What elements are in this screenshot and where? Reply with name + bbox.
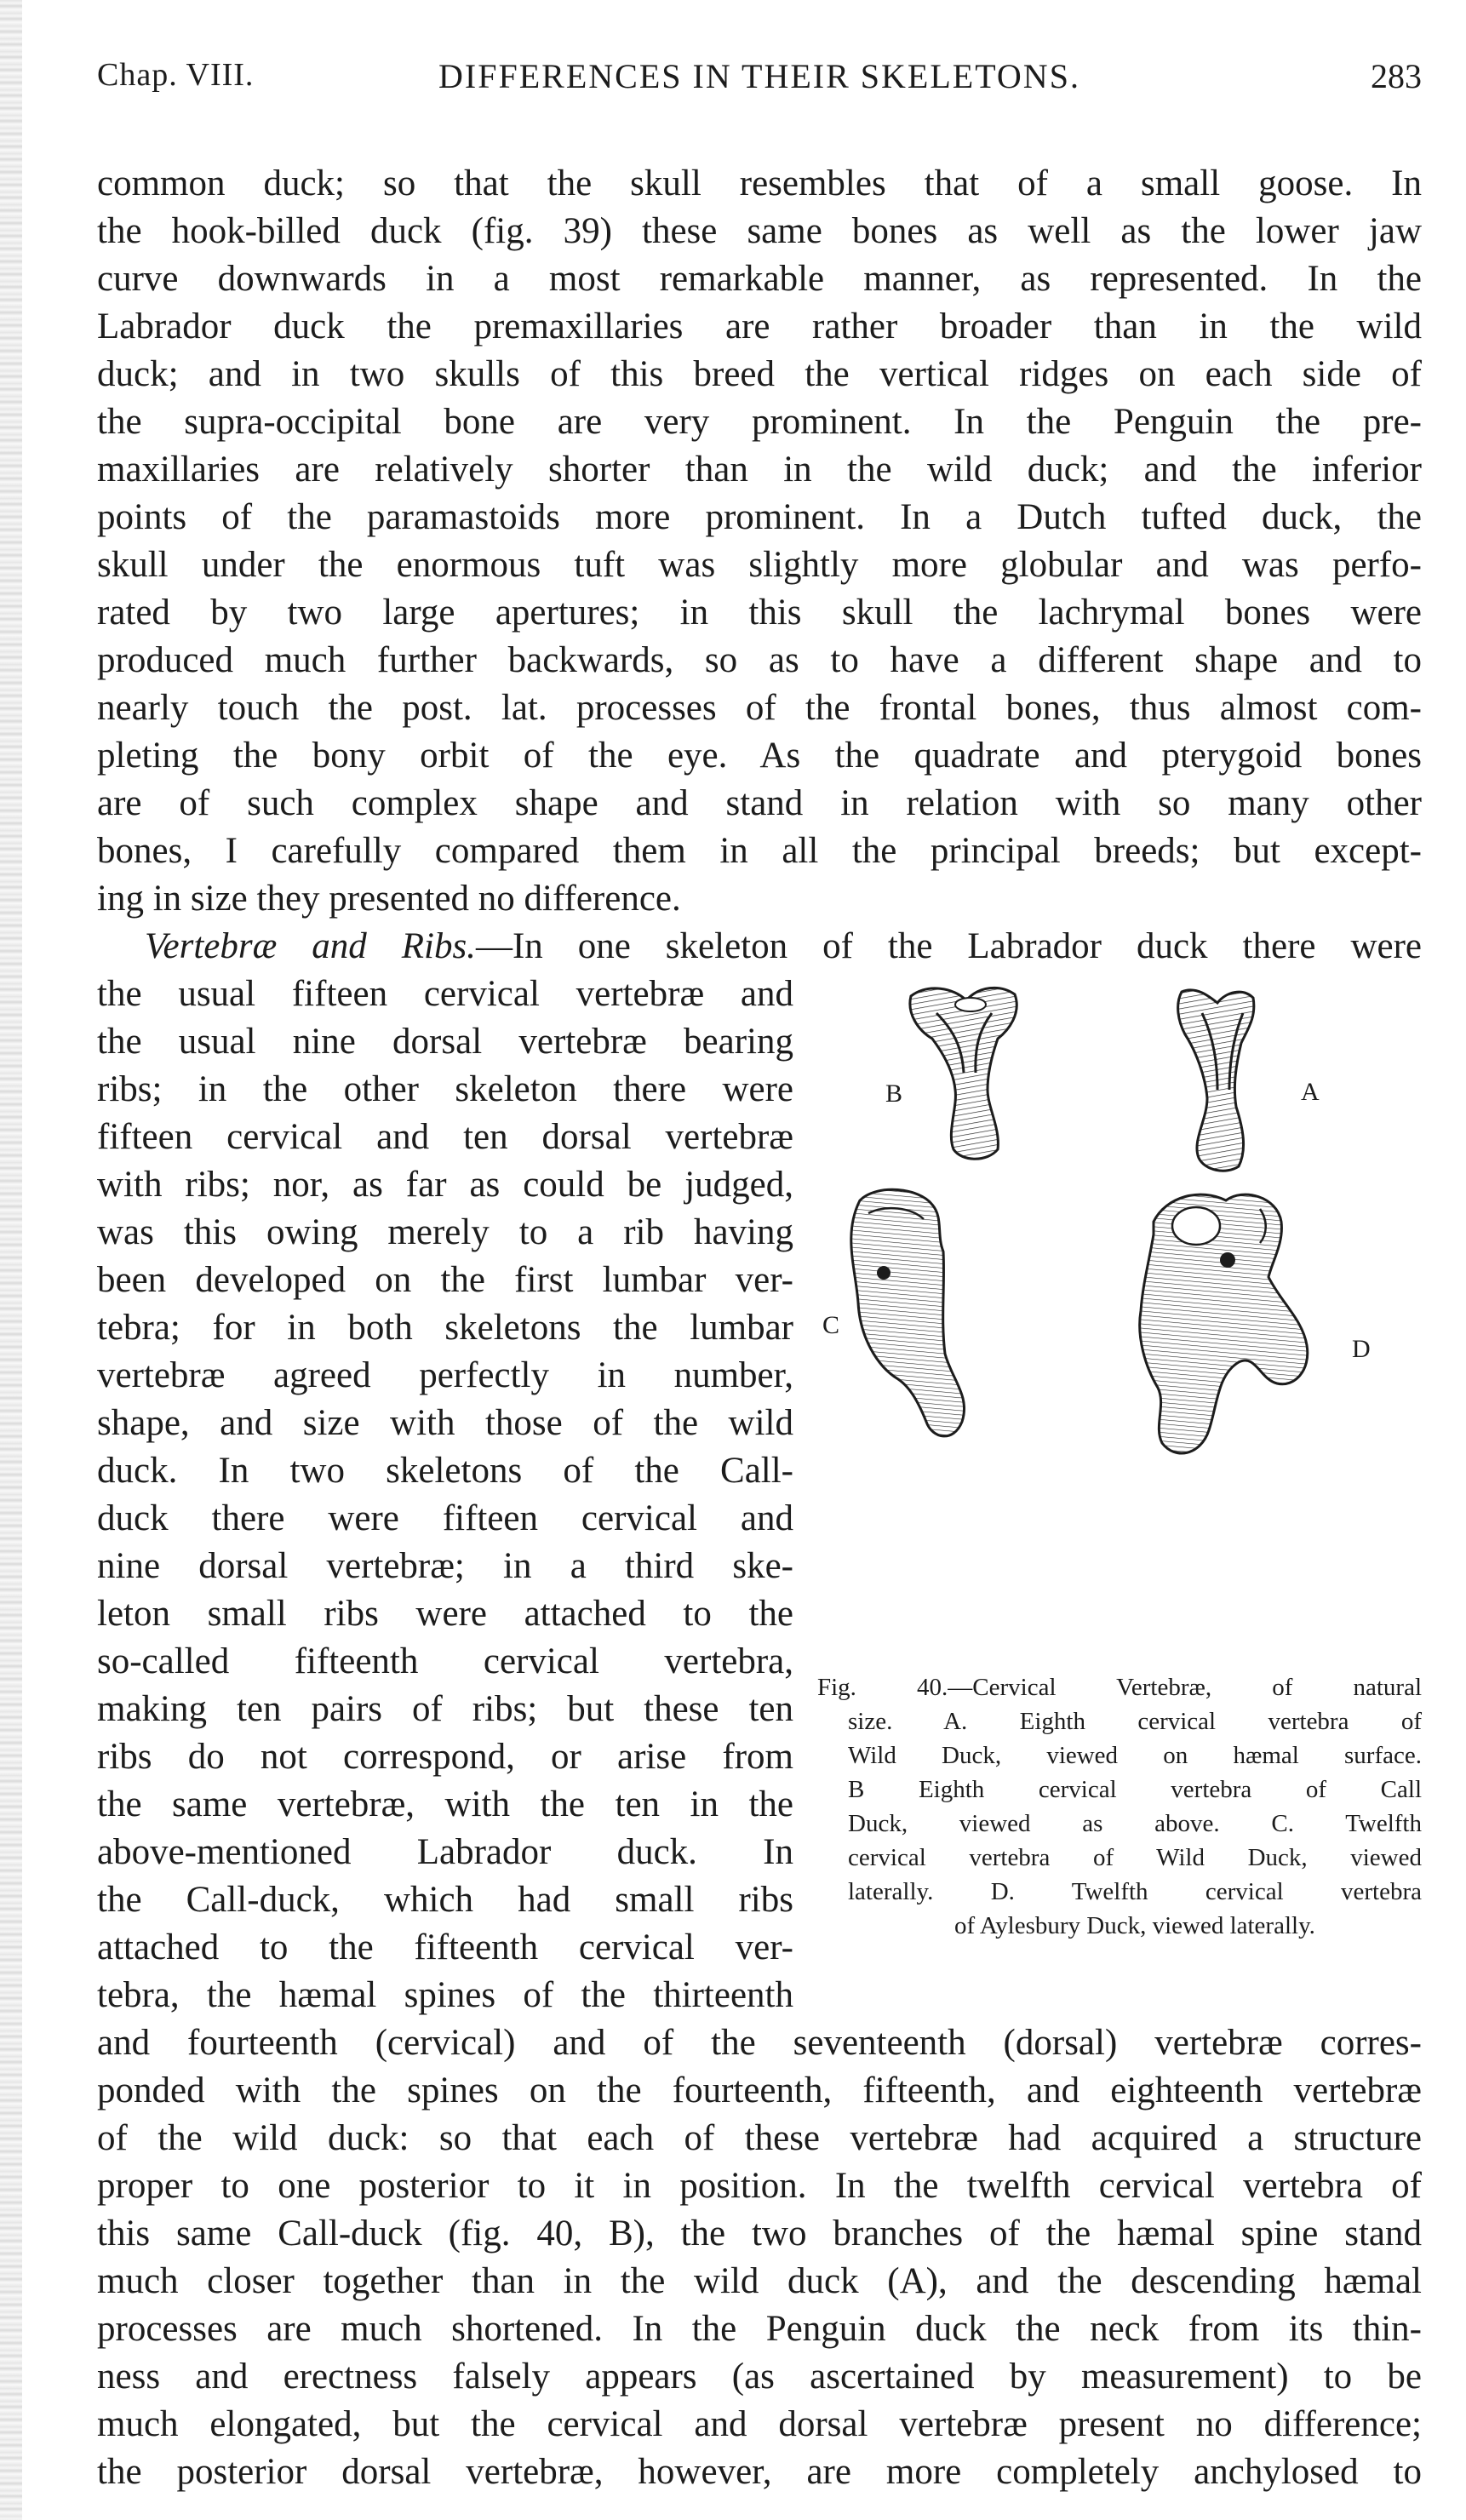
body-line: duck. In two skeletons of the Call- xyxy=(97,1451,793,1491)
body-line: was this owing merely to a rib having xyxy=(97,1212,793,1252)
page-number: 283 xyxy=(1371,57,1422,95)
vertebra-c-drawing xyxy=(851,1189,965,1436)
body-line-rest: —In one skeleton of the Labrador duck there were xyxy=(475,926,1422,966)
body-line: duck there were fifteen cervical and xyxy=(97,1498,793,1538)
body-line: so-called fifteenth cervical vertebra, xyxy=(97,1641,793,1681)
body-line: tebra; for in both skeletons the lumbar xyxy=(97,1308,793,1348)
body-line: Labrador duck the premaxillaries are rather broader than in the wild xyxy=(97,306,1422,346)
body-line: with ribs; nor, as far as could be judged, xyxy=(97,1165,793,1205)
body-line: proper to one posterior to it in position. In the twelfth cervical vertebra of xyxy=(97,2166,1422,2206)
body-line: ribs do not correspond, or arise from xyxy=(97,1737,793,1777)
chapter-label: Chap. VIII. xyxy=(97,57,255,93)
body-line: the posterior dorsal vertebræ, however, are more completely anchylosed to xyxy=(97,2452,1422,2492)
body-line: common duck; so that the skull resembles that of a small goose. In xyxy=(97,163,1422,203)
figure-40 xyxy=(817,979,1422,1967)
body-line: the usual nine dorsal vertebræ bearing xyxy=(97,1022,793,1062)
body-line: ribs; in the other skeleton there were xyxy=(97,1069,793,1109)
body-line: points of the paramastoids more prominent. In a Dutch tufted duck, the xyxy=(97,497,1422,537)
body-line: the supra-occipital bone are very prominent. In the Penguin the pre- xyxy=(97,402,1422,442)
body-line: this same Call-duck (fig. 40, B), the two branches of the hæmal spine stand xyxy=(97,2214,1422,2254)
figure-label-a: A xyxy=(1301,1078,1320,1106)
running-title: DIFFERENCES IN THEIR SKELETONS. xyxy=(438,57,1080,95)
caption-line: of Aylesbury Duck, viewed laterally. xyxy=(954,1912,1315,1939)
body-line: the same vertebræ, with the ten in the xyxy=(97,1784,793,1824)
vertebrae-illustration xyxy=(817,979,1422,1660)
figure-label-d: D xyxy=(1352,1335,1371,1363)
figure-caption xyxy=(817,1670,1422,1943)
body-line: ing in size they presented no difference. xyxy=(97,879,681,919)
body-line: the Call-duck, which had small ribs xyxy=(97,1880,793,1920)
body-line: the hook-billed duck (fig. 39) these same bones as well as the lower jaw xyxy=(97,211,1422,251)
body-line: tebra, the hæmal spines of the thirteenth xyxy=(97,1975,793,2015)
page-header xyxy=(97,56,1422,107)
body-line: pleting the bony orbit of the eye. As the quadrate and pterygoid bones xyxy=(97,736,1422,776)
caption-line: B Eighth cervical vertebra of Call xyxy=(848,1776,1422,1803)
vertebra-b-drawing xyxy=(910,988,1016,1159)
body-line: attached to the fifteenth cervical ver- xyxy=(97,1927,793,1967)
body-line: maxillaries are relatively shorter than in the wild duck; and the inferior xyxy=(97,450,1422,490)
body-line: ponded with the spines on the fourteenth, fifteenth, and eighteenth vertebræ xyxy=(97,2070,1422,2110)
section-heading: Vertebræ and Ribs. xyxy=(145,926,476,966)
body-line: nearly touch the post. lat. processes of the frontal bones, thus almost com- xyxy=(97,688,1422,728)
caption-line: cervical vertebra of Wild Duck, viewed xyxy=(848,1844,1422,1871)
body-line: fifteen cervical and ten dorsal vertebræ xyxy=(97,1117,793,1157)
body-line: the usual fifteen cervical vertebræ and xyxy=(97,974,793,1014)
body-line: duck; and in two skulls of this breed the vertical ridges on each side of xyxy=(97,354,1422,394)
body-line: making ten pairs of ribs; but these ten xyxy=(97,1689,793,1729)
body-line: produced much further backwards, so as to have a different shape and to xyxy=(97,640,1422,680)
vertebrae-first-line xyxy=(97,923,1422,971)
body-line: above-mentioned Labrador duck. In xyxy=(97,1832,793,1872)
caption-line: Duck, viewed as above. C. Twelfth xyxy=(848,1810,1422,1837)
figure-label-c: C xyxy=(822,1311,840,1339)
caption-line: Wild Duck, viewed on hæmal surface. xyxy=(848,1742,1422,1769)
body-line: of the wild duck: so that each of these vertebræ had acquired a structure xyxy=(97,2118,1422,2158)
figure-label-b: B xyxy=(885,1080,903,1108)
body-line: and fourteenth (cervical) and of the seventeenth (dorsal) vertebræ corres- xyxy=(97,2023,1422,2063)
caption-line: laterally. D. Twelfth cervical vertebra xyxy=(848,1878,1422,1905)
body-line: shape, and size with those of the wild xyxy=(97,1403,793,1443)
body-line: much closer together than in the wild duck (A), and the descending hæmal xyxy=(97,2261,1422,2301)
vertebra-d-drawing xyxy=(1140,1194,1308,1453)
body-line: are of such complex shape and stand in relation with so many other xyxy=(97,783,1422,823)
body-line: ness and erectness falsely appears (as ascertained by measurement) to be xyxy=(97,2357,1422,2397)
body-line: nine dorsal vertebræ; in a third ske- xyxy=(97,1546,793,1586)
page-edge-shadow xyxy=(0,0,22,2520)
body-line: been developed on the first lumbar ver- xyxy=(97,1260,793,1300)
caption-line: Fig. 40.—Cervical Vertebræ, of natural xyxy=(817,1674,1422,1701)
body-line: leton small ribs were attached to the xyxy=(97,1594,793,1634)
vertebra-a-drawing xyxy=(1178,990,1254,1171)
body-line: curve downwards in a most remarkable manner, as represented. In the xyxy=(97,259,1422,299)
caption-line: size. A. Eighth cervical vertebra of xyxy=(848,1708,1422,1735)
body-line: much elongated, but the cervical and dorsal vertebræ present no difference; xyxy=(97,2404,1422,2444)
body-line: skull under the enormous tuft was slightly more globular and was perfo- xyxy=(97,545,1422,585)
body-line: processes are much shortened. In the Penguin duck the neck from its thin- xyxy=(97,2309,1422,2349)
body-line: vertebræ agreed perfectly in number, xyxy=(97,1355,793,1395)
body-line: rated by two large apertures; in this skull the lachrymal bones were xyxy=(97,593,1422,633)
body-line: bones, I carefully compared them in all the principal breeds; but except- xyxy=(97,831,1422,871)
